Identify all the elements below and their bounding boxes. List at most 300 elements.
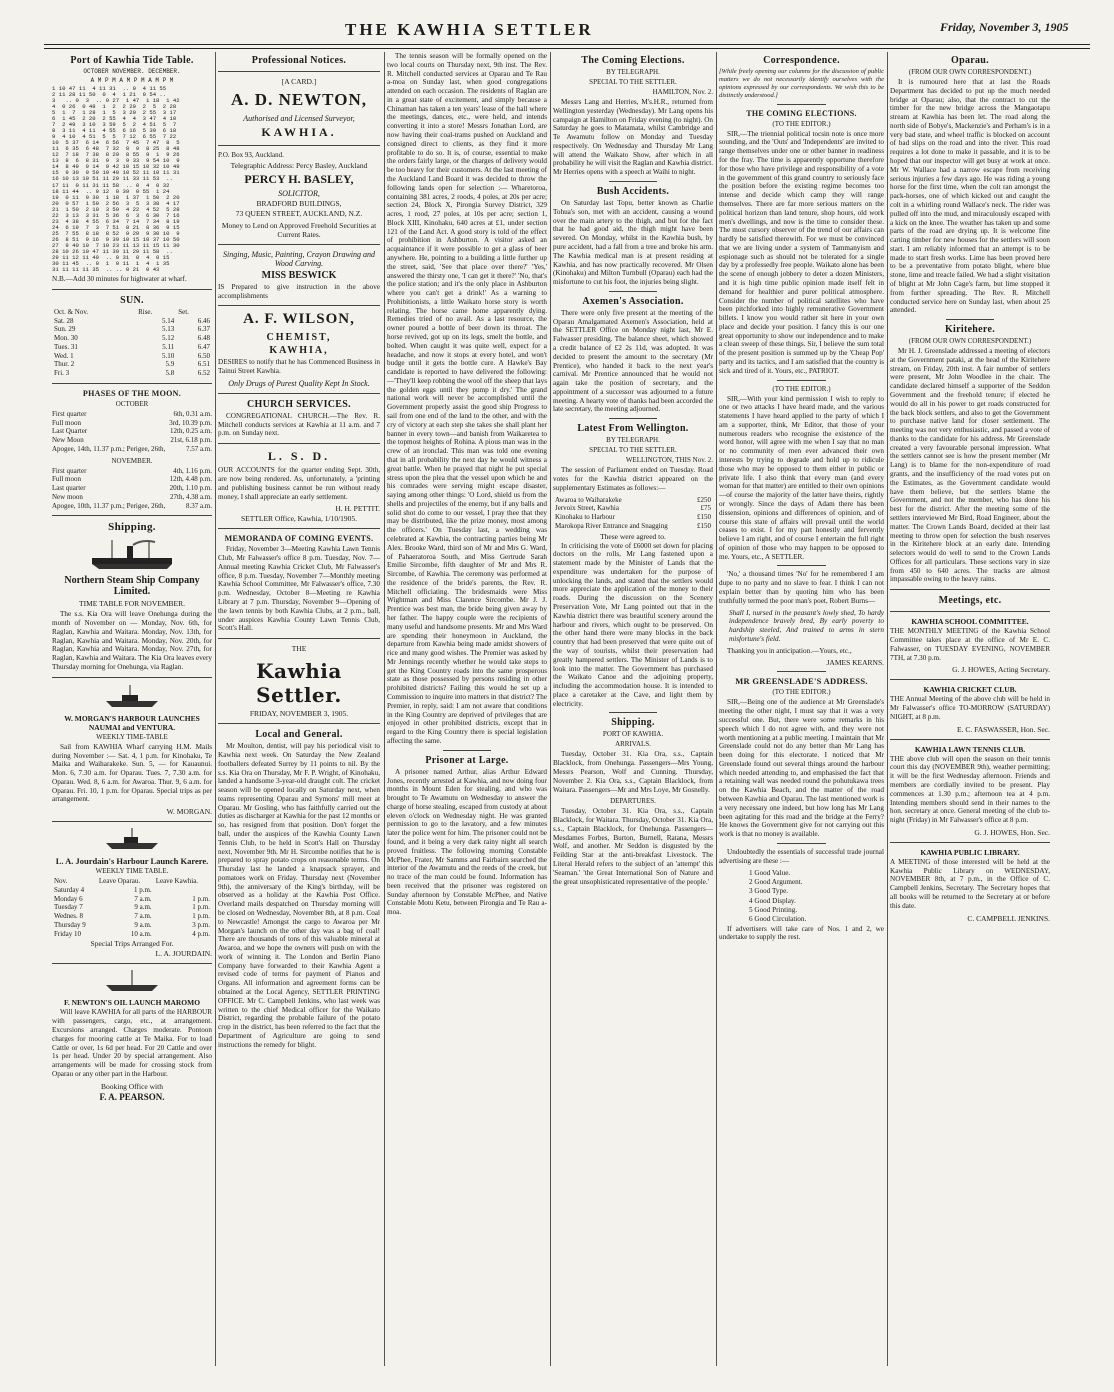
- prisoner-title: Prisoner at Large.: [425, 754, 509, 766]
- jourdain-row: [52, 895, 212, 904]
- top-rule: [44, 44, 1090, 45]
- sun-row-cell: Wed. 1: [54, 351, 74, 360]
- cricket-club-body: THE Annual Meeting of the above club will be held in Mr Falwasser's office TO-MORROW (SATURDAY) NIGHT, at 8 p.m.: [890, 695, 1050, 721]
- advertising-list: [719, 869, 884, 925]
- divider: [52, 821, 212, 822]
- morgan-body: Sail from KAWHIA Wharf carrying H.M. Mails during November :— Sat. 4, 1 p.m. for Kinohaku, Te Maika and Waiharakeke. Sun. 5, — for Kauaunui. Mon. 6, 7.30 a.m. for Oparau. Tues. 7, 7.30 a.m. for Oparau. Wed. 8, 6 a.m. for Awaroa. Thur. 9, 6 a.m. for Oparau. Fri. 10, 1 p.m. for Oparau. Special trips as per arrangement.: [52, 742, 212, 804]
- tide-row: 4 0 26 0 48 1 2 2 29 2 5 2 28: [52, 103, 177, 111]
- jourdain-row: [52, 921, 212, 930]
- steamship-icon: [87, 536, 177, 572]
- to-the-editor: (TO THE EDITOR.): [772, 688, 831, 697]
- sun-row-cell: 5.11: [162, 342, 175, 351]
- bush-title: Bush Accidents.: [596, 186, 670, 198]
- tide-row: 31 11 11 11 35 .. .. 0 21 0 43: [52, 265, 160, 273]
- jourdain-row-cell: 1 p.m.: [192, 903, 210, 912]
- departures-heading: DEPARTURES.: [610, 797, 656, 806]
- to-the-editor: (TO THE EDITOR.): [772, 384, 831, 393]
- newton-booking: Booking Office with: [101, 1081, 163, 1091]
- jourdain-row-cell: 1 p.m.: [192, 894, 210, 903]
- moon-phase-row-cell: New moon: [52, 492, 83, 501]
- library-body: A MEETING of those interested will be held at the Kawhia Public Library on WEDNESDAY, NOVEMBER 8th, at 7 p.m., in the Office of C. Campbell Jenkins, Secretary. The Secretary hopes that all books will be returned to the Secretary at or before this date.: [890, 857, 1050, 910]
- launch-icon: [102, 683, 162, 711]
- tide-row: 9 4 10 4 51 5 5 7 12 6 55 7 22: [52, 133, 177, 141]
- moon-phase-row-cell: 12th, 0.25 a.m.: [170, 427, 212, 436]
- divider: [777, 565, 827, 566]
- votes-note: These were agreed to.: [600, 531, 666, 541]
- road-vote-row: [553, 513, 713, 522]
- divider: [218, 528, 380, 529]
- wilson-drugs: Only Drugs of Purest Quality Kept In Stock.: [228, 378, 370, 388]
- moon-phase-row: [52, 427, 212, 436]
- moon-phase-row-cell: First quarter: [52, 409, 87, 418]
- moon-phase-row-cell: 7.57 a.m.: [185, 444, 212, 453]
- sun-row-cell: 6.52: [197, 369, 210, 377]
- advertising-list-item: 3 Good Type.: [749, 887, 789, 896]
- column-rule: [887, 52, 888, 1366]
- tide-row: 10 5 37 6 14 6 56 7 45 7 47 8 5: [52, 139, 180, 147]
- library-title: KAWHIA PUBLIC LIBRARY.: [920, 847, 1020, 857]
- sun-header-rise: Rise.: [138, 307, 153, 316]
- tide-row: 8 3 11 4 11 4 55 6 16 5 39 6 18: [52, 127, 177, 135]
- basley-po-box: P.O. Box 93, Auckland.: [218, 151, 284, 159]
- divider: [218, 723, 380, 724]
- jourdain-table: [52, 877, 212, 938]
- advertising-list-item: 2 Good Argument.: [749, 877, 803, 886]
- jourdain-signature: L. A. JOURDAIN.: [155, 949, 212, 959]
- moon-phase-row: [52, 502, 212, 511]
- launch-icon: [102, 969, 162, 995]
- jourdain-header: Nov.: [54, 877, 68, 886]
- kearns-letter: 'No,' a thousand times 'No' for he remembered I am dupe to no party and no slave to fear. I think I can not explain better than by quoting him who has been truthfully termed the poor man's poet, Robert Burns—: [719, 570, 884, 605]
- divider: [218, 145, 380, 146]
- divider: [777, 104, 827, 105]
- paper-the: THE: [291, 644, 307, 654]
- nss-title: Northern Steam Ship Company Limited.: [64, 575, 200, 598]
- sun-title: SUN.: [120, 294, 144, 306]
- special-to-settler: SPECIAL TO THE SETTLER.: [589, 78, 677, 86]
- newton-place: KAWHIA.: [261, 125, 337, 139]
- divider: [609, 291, 657, 292]
- tide-row: 23 4 38 4 55 6 34 7 14 7 34 8 19: [52, 217, 180, 225]
- sun-row-cell: 6.50: [197, 351, 210, 360]
- moon-phase-row: [52, 436, 212, 445]
- lsd-title: L. S. D.: [267, 449, 331, 464]
- morgan-title: W. MORGAN'S HARBOUR LAUNCHES NAUMAI and VENTURA.: [64, 713, 200, 732]
- column-rule: [215, 52, 216, 1366]
- jourdain-row-cell: 7 a.m.: [134, 912, 152, 921]
- sun-row-cell: 5.14: [161, 316, 175, 325]
- jourdain-note: Special Trips Arranged For.: [90, 939, 174, 949]
- jourdain-row: [52, 930, 212, 939]
- tide-row: 27 9 40 10 7 10 23 11 13 11 15 11 30: [52, 241, 180, 249]
- newton-signature: F. A. PEARSON.: [99, 1091, 165, 1102]
- tide-row: 17 11 0 11 31 11 58 .. 0 4 0 32: [52, 181, 170, 189]
- wilson-place: KAWHIA,: [269, 345, 329, 357]
- jourdain-row-cell: 9 a.m.: [134, 920, 152, 929]
- tide-row: 20 0 57 1 50 2 56 3 5 3 38 4 17: [52, 199, 180, 207]
- oparau-body: It is rumoured here that at last the Roads Department has decided to put up the much needed bridge at Oparau; also, that the contract to cut the timber for the new bridge across the Mangaotapu stream at Kawhia has been let. The road along the north side of Bobye's, Mackenzie's and Perham's is in a very bad state, and wheel traffic is blocked on account of bad slips on the road and into the river. This road requires a lot done to make it passable, and it is to be hoped that our inspector will get busy at work at once. Mr W. Wallace had a narrow escape from receiving serious injuries a few days ago. He was riding a young horse for the first time, when the colt ran amongst the pack-horses, one of which kicked out and caught the colt in a whirling round Wallace's neck. The rider was pulled off into the mud, and miraculously escaped with a kick on the knee. The weather has taken up and some parts of the road are drying up. It is welcome fine carting timber for new houses for the settlers will soon start. I am reliably informed that an attempt is to be made to start fresh works. Lime has been proved here to be a preventative from potato blight, where blue stone, lime and treacle failed. We had a slight visitation of blight at Mr John Cage's farm, but lime stopped it from further spreading. The Rev. R. Mitchell conducted service here on Sunday last, when about 25 attended.: [890, 78, 1050, 315]
- sun-row-cell: 6.51: [197, 360, 210, 369]
- divider: [52, 289, 212, 290]
- sun-row: [52, 369, 212, 378]
- moon-phase-row: [52, 419, 212, 428]
- basley-money: Money to Lend on Approved Freehold Securities at Current Rates.: [221, 220, 377, 239]
- lsd-office: SETTLER Office, Kawhia, 1/10/1905.: [240, 514, 358, 524]
- local-general-title: Local and General.: [255, 729, 343, 741]
- column-2: [218, 52, 380, 1366]
- tide-row: 29 11 12 11 49 .. 0 31 0 4 0 15: [52, 253, 170, 261]
- divider: [890, 611, 1050, 612]
- column-rule: [716, 52, 717, 1366]
- road-vote-row-cell: £150: [697, 513, 711, 522]
- sun-row: [52, 317, 212, 326]
- divider: [609, 181, 657, 182]
- moon-phase-row-cell: First quarter: [52, 466, 87, 475]
- prisoner-body: A prisoner named Arthur, alias Arthur Edward Jones, recently arrested at Kawhia, and now doing four months in Mount Eden for stealing, and who was brought to Te Awamutu on Wednesday to answer the charge of horse stealing, escaped from custody at about eleven o'clock on Wednesday night. He was granted permission to go to the lavatory, and a few minutes later the police went for him. The prisoner could not be found, and it being a very dark rainy night all search proved fruitless. The following morning Constable McPhee, Frater, Mr Samms and Fairbairn searched the interior of the Awamutu and the reeds of the creek, but no trace of the man could be found. Information has been received that the prisoner was registered on Sunday afternoon by Constable McPhee, and Native Constable Motu Ketu, between Pirongia and Te Rau a-moa.: [387, 767, 547, 917]
- dateline: HAMILTON, Nov. 2.: [652, 88, 713, 96]
- basley-role: SOLICITOR,: [278, 188, 320, 198]
- jourdain-row-cell: Thursday 9: [54, 920, 86, 929]
- launch-icon: [102, 827, 162, 853]
- sun-row-cell: Sat. 28: [54, 316, 74, 325]
- road-vote-row-cell: Awaroa to Waiharakeke: [555, 495, 622, 504]
- tennis-club-body: THE above club will open the season on their tennis court this day (NOVEMBER 9th), weather permitting; it will be the first Wednesday afternoon. Friends and members are cordially invited to be present. Play commences at 1.30 p.m.; afternoon tea at 4 p.m. Intending members should send in their names to the hon. secretary at once. General meeting of the club to-night (Friday) in Mr Falwasser's office at 8 p.m.: [890, 754, 1050, 825]
- news-body: The tennis season will be formally opened on the two local courts on Thursday next, 9th inst. The Rev. R. Mitchell conducted services at Oparau and Te Rau a-moa on Sunday last, when good congregations attended on each occasion. The residents of Raglan are in a great state of excitement, and simply because a Chinaman has taken a ten years' lease of the hall where the meetings, dances, etc., were held, and intends converting it into a store! Messrs Jonathan Lord, are now having their coal-trams pushed on Auckland and consigned direct to clients, as they find it more profitable to do so. It is, of course, essential to make the orders fairly large, or the charges of delivery would be too heavy for their customers. At the last meeting of the Auckland Land Board it was decided to throw the following lands open for selection :— Wharetoroa, containing 381 acres, 2 roods, 4 poles, at 20s per acre; section 24, Block X, Pirongia Survey District, 329 acres, 1 rood, 27 poles, at 10s per acre; section 1, Block XIII, Kinohaku, 640 acres at £1, under section 121 of the Land Act. A good story is told of the effect of prohibition in Ashburton. A visitor asked an acquaintance if it were possible to get a glass of beer anywhere. He, pointing to a building a little further up the street, said, 'See that place over there?' 'Yes,' answered the thirsty one, 'I can get it there?' 'No, that's the police station; and it's the only place in Ashburton where you can't get a drink!' As a warning to Prohibitionists, a little Waikato horse story is worth relating. The horse came home apparently dying. Remedies tried of no avail. As a last resource, the owner poured a bottle of beer down its throat. The horse revived, got up on its legs, smelt the bottle, and bolted. When caught it was quite well, expect for a headache, and now it stops at every hotel, and won't budge until it gets the bottle cure. A Hawke's Bay candidate is reported to have delivered the following:—'They'll keep robbing the wool off the sheep that lays the golden eggs until they pump it dry.' The grand national work will never be accomplished until the Government properly assist the good ship Progress to sail from one end of the land to the other, and with the cry of victory at each step she takes she shall plant her banner in every town—and banish from Waikaretea to the topmost heights of Rohina. A pious man was in the crew of an ironclad. This man was told one evening that in all probability the next day he would witness a great battle. When he prayed that night he put special stress upon the plea that the vessel upon which he and his comrades were serving might escape disaster, saying among other things: 'O Lord, shield us from the shells and projectiles of the enemy, but if any balls and solid shot do come to our vessel, I pray thee that they may be distributed, like the prize money, most among the officers.' On Tuesday last, a wedding was celebrated at Kawhia, the contracting parties being Mr Alex. Brooke Ward, third son of Mr and Mrs G. Ward, of Pahaeratoroa South, and Miss Gertrude Sarah Emilie Sircombe, fifth daughter of Mr and Mrs R. Sircombe, of Kawhia. The ceremony was performed at the residence of the bride's parents, the Rev. R. Mitchell officiating. The bridesmaids were Miss Wightman and Miss Clarence Sircombe. Mr J. J. Prentice was best man, the bride being given away by her father. The happy couple were the recipients of many useful and handsome presents. Mr and Mrs Ward are spending their honeymoon in Auckland, the departure from Kawhia being made amidst showers of rice and many good wishes. The Premier was asked by Mr Jennings recently whether he would take steps to get the King Country roads into the same prosperous state as those possessed by persons residing in other prohibited districts? Failing this would he set up a Commission to inquire into matters in that district? The Premier, in reply, said: I am not aware that conditions in the King Country are deprived of privileges that are enjoyed in other prohibited districts, except that in regard to the King Country there is special legislation affecting the same.: [387, 52, 547, 745]
- beswick-body: IS Prepared to give instruction in the above accomplishments: [218, 282, 380, 300]
- road-vote-row: [553, 504, 713, 513]
- sun-table: [52, 308, 212, 378]
- school-committee-signature: G. J. HOWES, Acting Secretary.: [952, 665, 1050, 675]
- wilson-body: DESIRES to notify that he has Commenced Business in Tainui Street Kawhia.: [218, 358, 380, 376]
- school-committee-body: THE MONTHLY MEETING of the Kawhia School Committee takes place at the office of Mr E. C. Falwasser, on TUESDAY EVENING, NOVEMBER 7TH, at 7.30 p.m.: [890, 627, 1050, 662]
- road-vote-row-cell: Jervoix Street, Kawhia: [555, 504, 619, 513]
- sun-row-cell: 6.37: [197, 325, 210, 334]
- tide-row: 30 11 45 .. 0 1 0 11 1 4 1 35: [52, 259, 170, 267]
- jourdain-row-cell: 4 p.m.: [192, 929, 210, 938]
- oparau-subtitle: (FROM OUR OWN CORRESPONDENT.): [908, 68, 1032, 76]
- tide-row: 13 8 6 8 31 9 3 9 33 9 54 10 9: [52, 157, 180, 165]
- tide-row: 22 3 13 3 31 5 36 6 3 6 30 7 16: [52, 211, 180, 219]
- wellington-body-2: In criticising the vote of £6000 set down for placing doctors on the rolls, Mr Lang fastened upon a statement made by the Minister of Lands that the expenditure was undertaken for the purpose of unlocking the lands, and stated that the settlers would more appreciate the application of the money to their roads. During the discussion on the Scenery Preservation Vote, Mr Lang pointed out that in the Kawhia district there was beautiful scenery around the harbour and rivers, which ought to be preserved. On the other hand there were many blocks in the back country that had been preserved that were quite out of the way of tourists, whilst their preservation had greatly hampered settlers. The Minister of Lands is to look into the matter. The Government has purchased the Waikato Canoe and the adjoining property, including the accommodation house. It is intended to place a caretaker at the Cave, and light them by electricity.: [553, 541, 713, 708]
- divider: [946, 319, 994, 320]
- divider: [777, 380, 827, 381]
- jourdain-row-cell: Wednes. 8: [54, 912, 83, 921]
- divider: [218, 244, 380, 245]
- jourdain-title: L. A. Jourdain's Harbour Launch Karere.: [55, 856, 209, 867]
- tide-row: 7 2 49 3 10 3 59 5 2 4 51 5 7: [52, 121, 177, 129]
- jourdain-row-cell: [154, 886, 212, 895]
- column-5: [719, 52, 884, 1366]
- nss-timetable-title: TIME TABLE FOR NOVEMBER.: [79, 599, 185, 609]
- sun-header-set: Set.: [178, 307, 189, 316]
- jourdain-row-cell: 7 a.m.: [134, 894, 152, 903]
- card-label: [A CARD.]: [281, 77, 317, 86]
- memoranda-body: Friday, November 3—Meeting Kawhia Lawn Tennis Club, Mr Falwasser's office 8 p.m. Tuesday, Nov. 7—Annual meeting Kawhia Cricket Club, Mr Falwasser's office, 8 p.m. Tuesday, November 7—Monthly meeting Kawhia School Committee, Mr Falwasser's office, 7.30 p.m. Wednesday, October 8—Meeting re Kawhia Library at 7 p.m. Thursday, November 9—Opening of the lawn tennis by both Kawhia Clubs, at 2 p.m., ball, under auspices Kawhia County Lawn Tennis Club, Scott's Hall.: [218, 545, 380, 633]
- tennis-club-signature: G. J. HOWES, Hon. Sec.: [974, 827, 1050, 837]
- local-general-body: Mr Moulton, dentist, will pay his periodical visit to Kawhia next week. On Saturday the New Zealand footballers defeated Surrey by 11 points to nil. By the s.s. Kia Ora on Thursday, Mr F. P. Wright, of Kinohaku, landed a handsome 3-year-old draught colt. The cricket season will be opened locally on Saturday next, when teams representing Oparau and Symons' mill meet at Oparau. Mr Gosling, who has faithfully carried out the duties as discharger at Kawhia for the past 12 months or so, has resigned from that position. Don't forget the ball, under the auspices of the Kawhia County Lawn Tennis Club, to be held in Scott's Hall on Thursday next, November 9th. Mr H. Sircombe notifies that he is prepared to spray potato crops on reasonable terms. On Thursday last he landed a knapsack sprayer, and pomatoes work on Friday. Thursday next (November 9th), the anniversary of the King's birthday, will be observed as a holiday at the Kawhia Post Office. Overland mails despatched on Thursday morning will be closed on Wednesday, November 8th, at 8 p.m. Coal to Newcastle! Amongst the cargo to Awaroa per Mr Morgan's launch on the other day was a bag of coal! There are thousands of tons of this valuable mineral at Awaroa, and we hope the owners will push on with the work of winning it. The London and Berlin Piano Company have forwarded to their Kawhia Agent a revised code of terms for payment of Pianos and Organs. All information and agreement forms can be obtained at the Local Agency, SETTLER PRINTING OFFICE. Mr C. Campbell Jenkins, who last week was written to the chief Medical officer for the Waikato District, regarding the probable failure of the potato crop in the district, has been referred to the fact that the Department of Agriculture are going to send instructions the remedy for blight.: [218, 742, 380, 1049]
- moon-phase-row-cell: New Moon: [52, 436, 84, 444]
- advertising-intro: Undoubtedly the essentials of successful trade journal advertising are these :—: [719, 847, 884, 865]
- sun-row-cell: Thur. 2: [54, 360, 75, 369]
- jourdain-row-cell: 9 a.m.: [134, 903, 152, 912]
- jourdain-row: [52, 886, 212, 895]
- oparau-title: Oparau.: [951, 55, 989, 66]
- moon-november-list: [52, 467, 212, 511]
- beswick-name: MISS BESWICK: [261, 269, 337, 281]
- divider: [609, 712, 657, 713]
- moon-phase-row-cell: Apogee, 10th, 11.37 p.m.; Perigee, 26th,: [52, 501, 166, 510]
- tide-row: 25 7 55 8 18 8 52 9 29 9 30 10 9: [52, 229, 180, 237]
- divider: [218, 443, 380, 444]
- moon-october: OCTOBER: [115, 399, 149, 408]
- tide-row: 26 8 51 9 16 9 39 10 15 10 37 10 50: [52, 235, 180, 243]
- tide-row: 6 1 45 2 20 2 55 4 4 3 47 4 10: [52, 115, 177, 123]
- correspondence-note: [While freely opening our columns for the discussion of public matters we do not necessarily identify ourselves with the opinions expressed by our correspondents. We wish this to be distinctly understood.]: [719, 68, 884, 99]
- jourdain-row: [52, 903, 212, 912]
- by-telegraph: BY TELEGRAPH.: [606, 68, 660, 76]
- jourdain-header: Leave Kawhia.: [155, 877, 199, 886]
- wellington-title: Latest From Wellington.: [577, 423, 689, 435]
- wilson-role: CHEMIST,: [266, 332, 332, 344]
- newton-launch-title: F. NEWTON'S OIL LAUNCH MAROMO: [63, 998, 201, 1008]
- advertising-list-item: 1 Good Value.: [749, 868, 791, 877]
- column-6: [890, 52, 1050, 1366]
- basley-building: BRADFORD BUILDINGS,: [256, 198, 342, 208]
- sun-row: [52, 334, 212, 343]
- paper-name: Kawhia Settler.: [256, 659, 342, 708]
- divider: [890, 739, 1050, 740]
- wellington-dateline: WELLINGTON, THIS Nov. 2.: [625, 456, 713, 465]
- column-3: [387, 52, 547, 1366]
- divider: [443, 750, 491, 751]
- elections-title: The Coming Elections.: [581, 55, 685, 66]
- greenslade-body: SIR,—Being one of the audience at Mr Greenslade's meeting the other night, I must say that it was a very successful one. But, there were some remarks in his speech which I do not agree with, and they were not worth mentioning at a public meeting. I maintain that Mr Greenslade could not do any better than Mr Lang has been doing for this electorate. I noticed that Mr Greenslade found out several things around the harbour which needed attending to, and emphasised the fact that a retaining wall was needed round the pohutukawa trees on the Kawhia Beach, and the matter of the road between Kawhia and Oparau. The last mentioned work is a very necessary one indeed, but how long has Mr Lang been agitating for this road and the bridge at the Ferry? He knows the Government give for not carrying out this work is that no money is available.: [719, 698, 884, 839]
- tide-table-subheader: A M P M A M P M A M P M: [90, 77, 174, 84]
- wilson-name: A. F. WILSON,: [243, 311, 355, 328]
- newspaper-title: THE KAWHIA SETTLER: [345, 20, 594, 39]
- moon-phase-row-cell: 6th, 0.31 a.m.: [173, 409, 212, 418]
- shipping-heading: Shipping.: [108, 521, 156, 534]
- tide-row: 2 11 28 11 50 0 4 1 21 0 54 ..: [52, 91, 170, 99]
- newton-launch-body: Will leave KAWHIA for all parts of the HARBOUR with passengers, cargo, etc., at arrangement. Excursions arranged. Charges moderate. Pontoon charges for mooring cattle at Te Maika. For to load Cattle or over, 1s 6d per head. For 20 Cattle and over 1s per head. Under 20 by special arrangement. Also arrangements will be made for crossing stock from Oparau or any other part in the Harbour.: [52, 1008, 212, 1078]
- road-vote-row-cell: £75: [700, 504, 711, 513]
- tide-row: 5 1 7 1 28 1 5 3 20 2 55 3 17: [52, 109, 177, 117]
- jourdain-row: [52, 912, 212, 921]
- sun-row: [52, 352, 212, 361]
- jourdain-header: Leave Oparau.: [98, 877, 141, 886]
- sun-row-cell: Tues. 31: [54, 342, 78, 351]
- cricket-club-title: KAWHIA CRICKET CLUB.: [923, 685, 1017, 695]
- sun-row-cell: 5.13: [161, 325, 175, 334]
- masthead: [0, 0, 1114, 50]
- divider: [52, 677, 212, 678]
- sun-row-cell: Mon. 30: [54, 334, 78, 342]
- tide-table: [52, 86, 212, 273]
- professional-notices-title: Professional Notices.: [251, 55, 347, 66]
- road-vote-row-cell: £150: [697, 521, 711, 530]
- moon-phase-row-cell: 12th, 4.48 p.m.: [169, 475, 212, 484]
- column-rule: [550, 52, 551, 1366]
- moon-phase-row: [52, 410, 212, 419]
- moon-phase-row-cell: Full moon: [52, 418, 81, 427]
- sun-row-cell: Fri. 3: [54, 369, 70, 377]
- lsd-body: OUR ACCOUNTS for the quarter ending Sept. 30th, are now being rendered. As, unfortunately, a 'printing and publishing business cannot be run without ready money, I shall appreciate an early settlement.: [218, 466, 380, 501]
- moon-phase-row-cell: 3rd, 10.39 p.m.: [169, 418, 212, 427]
- road-vote-row: [553, 496, 713, 505]
- kiritehere-body: Mr H. J. Greenslade addressed a meeting of electors at the Government pataki, at the head of the Kiritehere stream, on Friday, 20th inst. A fair number of settlers were present, Mr John Woodlee in the chair. The candidate declared himself a supporter of the Seddon Government and the freehold tenure; if elected he would do all in his power to get roads constructed for the back block settlers, and also to get the Government to purchase native land for closer settlement. The meeting was not very enthusiastic, and passed a vote of thanks to the candidate for his address. Mr Greenslade created a very favourable personal impression. What the settlers cannot see is how the present member (Mr Lang) is to blame for the non-expenditure of road grants, and the insufficiency of the road votes put on the Estimates, as the Government candidate would have them believe, but the settlers blame the Government, and not the member, who has done his best for the district. After the meeting some of the settlers interviewed Mr Bird, Road Engineer, about the matter. The Crown Lands Board, decided at their last meeting to throw open for selection the bush reserves in the Kiritehere block at an early date. Intending selectors would do well to send to the Crown Lands Offices for all particulars. These sections vary in size from 450 to 640 acres. The tracks are almost impassable owing to the heavy rains.: [890, 347, 1050, 584]
- moon-phase-row-cell: 4th, 1.16 p.m.: [173, 466, 212, 475]
- basley-telegraphic: Telegraphic Address: Percy Basley, Auckland: [230, 160, 368, 170]
- moon-phase-row-cell: 20th, 1.10 p.m.: [169, 484, 212, 492]
- sun-row-cell: 6.48: [197, 334, 210, 342]
- moon-october-list: [52, 410, 212, 454]
- basley-name: PERCY H. BASLEY,: [244, 171, 354, 186]
- divider: [890, 589, 1050, 590]
- advertising-list-item: 5 Good Printing.: [749, 905, 798, 914]
- divider: [218, 71, 380, 72]
- divider: [777, 671, 827, 672]
- tide-row: 14 8 49 9 14 9 42 10 15 10 32 10 49: [52, 163, 180, 171]
- library-signature: C. CAMPBELL JENKINS.: [967, 913, 1050, 923]
- jourdain-row-cell: Monday 6: [54, 894, 83, 903]
- road-vote-row-cell: Kinohaku to Harbour: [555, 513, 615, 522]
- moon-phase-row-cell: 21st, 6.18 p.m.: [170, 436, 212, 444]
- divider: [52, 515, 212, 516]
- moon-phase-row-cell: Last quarter: [52, 484, 86, 492]
- moon-phase-row: [52, 484, 212, 493]
- divider: [52, 383, 212, 384]
- bush-body: On Saturday last Topu, better known as Charlie Tohua's son, met with an accident, causing a wound over the main artery to the thigh, and but for the fact that he had good aid, the thigh might have been severed. On Monday, whilst in the Kawhia bush, by pure accident, had a fall from a tree and broke his arm. The Kawhia medical man is at present residing at Kawhia, and has now practically recovered. Mr Olsen (Kinohaku) and Milton Turnbull (Oparau) each had the misfortune to cut his foot, the injuries being slight.: [553, 199, 713, 287]
- church-title: CHURCH SERVICES.: [247, 398, 351, 410]
- beswick-head: Singing, Music, Painting, Crayon Drawing and Wood Carving.: [223, 249, 375, 268]
- top-rule-double: [44, 48, 1090, 49]
- kiritehere-title: Kiritehere.: [944, 324, 996, 336]
- morgan-signature: W. MORGAN.: [166, 807, 212, 817]
- greenslade-title: MR GREENSLADE'S ADDRESS.: [735, 676, 868, 687]
- morgan-subtitle: WEEKLY TIME-TABLE: [96, 732, 168, 741]
- column-1: [52, 52, 212, 1366]
- jourdain-row-cell: 1 p.m.: [133, 885, 152, 894]
- school-committee-title: KAWHIA SCHOOL COMMITTEE.: [911, 617, 1029, 627]
- tide-row: 15 9 30 9 59 10 40 10 52 11 10 11 31: [52, 169, 180, 177]
- kiritehere-subtitle: (FROM OUR OWN CORRESPONDENT.): [908, 337, 1032, 346]
- tide-row: 3 .. 0 3 .. 0 27 1 47 1 18 1 42: [52, 97, 180, 105]
- jourdain-subtitle: WEEKLY TIME TABLE.: [95, 867, 169, 876]
- moon-title: PHASES OF THE MOON.: [82, 388, 182, 398]
- issue-date: Friday, November 3, 1905: [940, 20, 1069, 34]
- moon-phase-row: [52, 467, 212, 476]
- axemen-body: There were only five present at the meeting of the Oparau Amalgamated Axemen's Association, held at the SETTLER Office on Monday night last, Mr E. Falwasser presiding. The balance sheet, which showed a credit balance of £2 2s 11d, was adopted. It was decided to present the amount to the secretary (Mr Prentice), who handed it back to the next year's carnival. Mr Prentice announced that he would not again take the position of secretary, and the appointment of a successor was adjourned to a future meeting. A hearty vote of thanks had been accorded the late secretary, the meeting adjourned.: [553, 308, 713, 414]
- shipping-title: Shipping.: [611, 717, 655, 729]
- paper-date: FRIDAY, NOVEMBER 3, 1905.: [249, 709, 349, 719]
- tide-row: 11 6 35 6 48 7 32 8 9 8 25 8 48: [52, 145, 180, 153]
- sun-row: [52, 325, 212, 334]
- moon-phase-row-cell: 27th, 4.38 a.m.: [170, 492, 212, 501]
- nss-body: The s.s. Kia Ora will leave Onehunga during the month of November on — Monday, Nov. 6th, for Raglan, Kawhia and Waitara. Monday, Nov. 13th, for Raglan, Kawhia and Waitara. Monday, Nov. 20th, for Raglan, Kawhia and Waitara. Monday, Nov. 27th, for Raglan, Kawhia and Waitara. The Kia Ora leaves every Thursday morning for Onehunga, via Raglan.: [52, 610, 212, 671]
- coming-elections-letter: SIR,—The triennial political tocsin note is once more sounding, and the 'Outs' and 'Independents' are invited to range themselves under one or other banner in readiness for the fray. The time is apparently opportune therefore for those who have privilege and responsibility of a vote in the government of this grand country to seriously face the position before the existing regime becomes too intense and decide which camp they will range themselves. There are far more serious matters on the political horizon than land tenure, shop hours, old work men's dwellings, and now is the time to consider these. The most cursory observer of the trend of our affairs can hardly be satisfied therewith. For we must be convinced that we are living under a system of Tammanyism and espionage such as should not be tolerated for a single day by a professedly free people. Waikato alone has been the scene of enough jobbery to deter a dozen Ministers, and it is high time public opinion made itself felt in demand for healthier and purer political atmosphere. Consider the number of political satellites who have been pitchforked into highly remunerative Government billets. I know you would rather sit here in your own place and decide your position. I fancy this is our one great opportunity to show our independence and to make a clean sweep of these things. Sir, I believe the sum total of the present position is summed up by the 'Cheap Pop' party and its tactics, and I am satisfied that the country is sick and tired of it. Yours, etc., PATRIOT.: [719, 129, 884, 375]
- jourdain-row-cell: Friday 10: [54, 929, 82, 938]
- road-vote-row-cell: £250: [697, 495, 711, 504]
- newton-role: Authorised and Licensed Surveyor,: [243, 114, 355, 123]
- moon-phase-row-cell: Apogee, 14th, 11.37 p.m.; Perigee, 26th,: [52, 444, 166, 453]
- settler-letter: SIR,—With your kind permission I wish to reply to one or two attacks I have heard made, and the various statements I have heard applied to the party of which I am a supporter, think, Mr Editor, that those of your numerous readers who recognise the existence of the word honor, will agree with me when I say that no man or no community of men ever advanced their own interests by trying to degrade and hold up to ridicule those who may be opposed to them either in public or private life. I also think that every man (and every woman for that matter) are entitled to their own opinions—of course the majority of the latter have theirs, rightly or wrongly. Since the days of Adam there has been dissension, opinions and differences of opinion, and of course this state of affairs will prevail until the world ceases to exist. I for my part honestly and fervently believe I am right, and of course I entertain the full right of opinion of those who may happen to be opposed to me. Yours, etc., A SETTLER.: [719, 394, 884, 561]
- divider: [609, 418, 657, 419]
- sun-row: [52, 343, 212, 352]
- arrivals-heading: ARRIVALS.: [615, 740, 651, 749]
- correspondence-title: Correspondence.: [763, 55, 840, 66]
- moon-phase-row-cell: Full moon: [52, 475, 81, 484]
- divider: [218, 393, 380, 394]
- tide-row: 16 10 13 10 51 11 20 11 33 11 53 ..: [52, 175, 177, 183]
- wellington-body: The session of Parliament ended on Tuesday. Road votes for the Kawhia district appeared on the supplementary Estimates as follows:—: [553, 466, 713, 492]
- sun-row-cell: 6.46: [197, 316, 210, 325]
- divider: [890, 679, 1050, 680]
- tide-row: 12 7 18 7 38 8 29 8 55 9 1 9 26: [52, 151, 180, 159]
- tide-row: 24 6 19 7 3 7 51 8 21 8 36 9 15: [52, 223, 180, 231]
- memoranda-title: MEMORANDA OF COMING EVENTS.: [224, 534, 374, 544]
- sun-row: [52, 360, 212, 369]
- elections-body: Messrs Lang and Herries, M's.H.R., returned from Wellington yesterday (Wednesday). Mr Lang opens his campaign at Hamilton on Friday evening (to night). On Saturday he goes to Matamata, whilst Cambridge and Te Awamutu follow on Monday and Tuesday respectively. On Wednesday and Thursday Mr Lang will attend the Waikato Show, after which in all probability he will visit the Raglan and Kawhia district. Mr Herries opens with a speech at Waihi to night.: [553, 98, 713, 177]
- road-vote-row-cell: Marokopa River Entrance and Snagging: [555, 521, 668, 530]
- road-vote-row: [553, 522, 713, 531]
- column-4: [553, 52, 713, 1366]
- jourdain-row-cell: 3 p.m.: [192, 920, 210, 929]
- lsd-signature: H. H. PETTIT.: [335, 504, 380, 514]
- newton-name: A. D. NEWTON,: [231, 90, 367, 109]
- port-heading: PORT OF KAWHIA.: [602, 730, 664, 739]
- sun-row-cell: 5.8: [165, 369, 175, 377]
- tide-note: N.B.—Add 30 minutes for highwater at wharf.: [52, 274, 187, 283]
- kearns-signature: JAMES KEARNS.: [826, 658, 884, 668]
- moon-phase-row: [52, 493, 212, 502]
- divider: [777, 843, 827, 844]
- sun-row-cell: 5.10: [161, 351, 175, 360]
- sun-row-cell: 6.47: [197, 342, 210, 351]
- to-the-editor: (TO THE EDITOR.): [772, 119, 831, 128]
- tide-table-title: Port of Kawhia Tide Table.: [70, 55, 194, 66]
- moon-phase-row: [52, 445, 212, 454]
- jourdain-row-cell: Tuesday 7: [54, 903, 83, 912]
- tide-row: 28 10 26 10 47 11 39 11 29 11 58 ..: [52, 247, 177, 255]
- arrivals-body: Tuesday, October 31. Kia Ora, s.s., Captain Blacklock, from Onehunga. Passengers—Mrs Young, Messrs Pearson, Wolf and Cunning. Thursday, November 2. Kia Ora, s.s., Captain Blacklock, from Waitara. Passengers—Mr and Mrs Loye, Mr Gosnelly.: [553, 750, 713, 794]
- moon-phase-row-cell: Last Quarter: [52, 427, 88, 436]
- sun-row-cell: Sun. 29: [54, 325, 76, 334]
- basley-address-row: [218, 151, 380, 160]
- jourdain-row-cell: 1 p.m.: [192, 912, 210, 921]
- divider: [218, 638, 380, 639]
- advertising-tail: If advertisers will take care of Nos. 1 and 2, we undertake to supply the rest.: [719, 924, 884, 942]
- road-votes-table: [553, 496, 713, 531]
- moon-phase-row-cell: 8.37 a.m.: [185, 501, 212, 510]
- tide-table-header: OCTOBER NOVEMBER. DECEMBER.: [83, 68, 181, 75]
- tide-row: 19 0 11 0 30 1 18 1 37 1 50 2 20: [52, 193, 180, 201]
- tennis-club-title: KAWHIA LAWN TENNIS CLUB.: [914, 744, 1026, 754]
- advertising-list-item: 6 Good Circulation.: [749, 915, 807, 924]
- column-rule: [384, 52, 385, 1366]
- church-body: CONGREGATIONAL CHURCH.—The Rev. R. Mitchell conducts services at Kawhia at 11 a.m. and 7 p.m. on Sunday next.: [218, 411, 380, 438]
- tide-row: 21 1 50 2 10 3 59 4 22 4 52 5 28: [52, 205, 180, 213]
- jourdain-row-cell: Saturday 4: [54, 885, 85, 894]
- coming-elections-title: THE COMING ELECTIONS.: [746, 108, 857, 118]
- special-to-settler: SPECIAL TO THE SETTLER.: [589, 446, 677, 455]
- advertising-list-item: 4 Good Display.: [749, 896, 796, 905]
- moon-phase-row: [52, 475, 212, 484]
- departures-body: Tuesday, October 31. Kia Ora, s.s., Captain Blacklock, for Waitara. Thursday, October 31. Kia Ora, s.s., Captain Blacklock, for Onehunga. Passengers—Mesdames Forbes, Burton, Burnell, Ratana, Messrs Wolf, and another. Mr Seddon is disgusted by the Feilding Star at the anti-breakfast Livestock. The Literal Herald refers to the subject of an 'attempt' this 'Seaman.' 'the Great International Son of Nature and the great unsophisticated representative of the people.': [553, 807, 713, 886]
- moon-november: NOVEMBER.: [111, 456, 153, 465]
- divider: [218, 305, 380, 306]
- cricket-club-signature: E. C. FASWASSER, Hon. Sec.: [957, 724, 1050, 734]
- meetings-title: Meetings, etc.: [938, 595, 1002, 607]
